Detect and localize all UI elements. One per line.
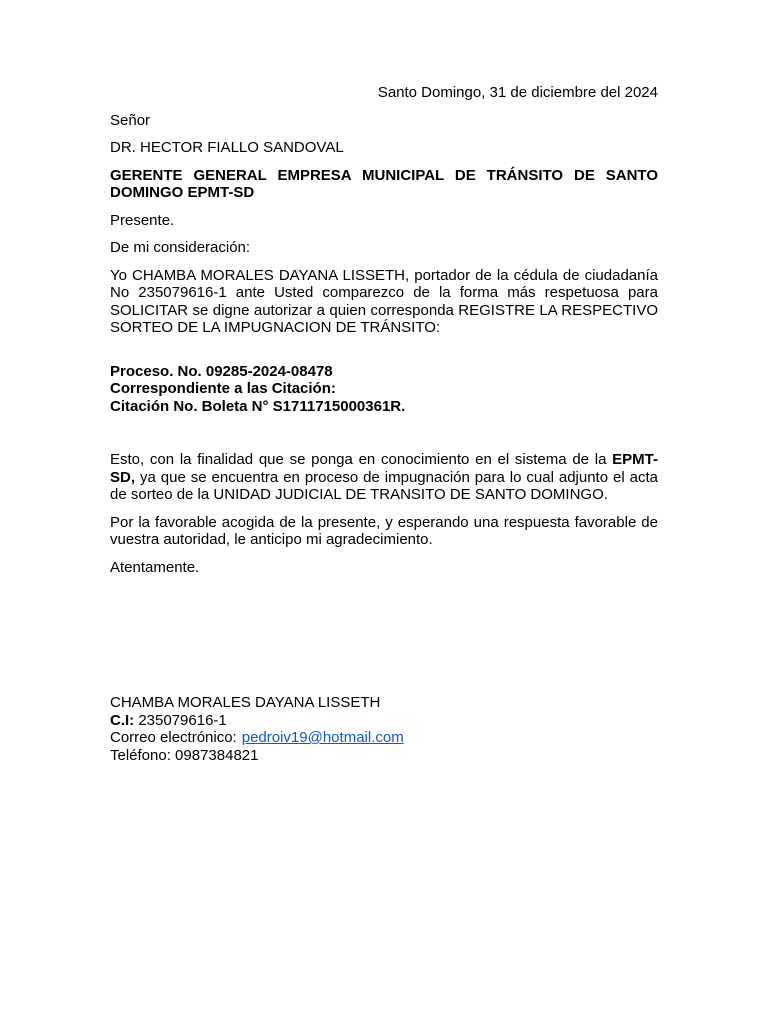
email-link[interactable]: pedroiv19@hotmail.com (241, 729, 404, 746)
letter-date: Santo Domingo, 31 de diciembre del 2024 (377, 84, 658, 101)
body-paragraph-thanks: Por la favorable acogida de la presente, y esperando una respuesta favorable de vuestra autoridad, le anticipo mi agradecimiento. (110, 513, 658, 548)
correspondiente-line: Correspondiente a las Citación: (110, 380, 336, 397)
purpose-text-epmt: EPMT-SD, (110, 451, 658, 486)
recipient-name: DR. HECTOR FIALLO SANDOVAL (110, 139, 344, 156)
email-label: Correo electrónico: (110, 729, 237, 746)
salutation: Señor (110, 111, 151, 129)
signature-ci (110, 712, 658, 730)
purpose-text-end: ya que se encuentra en proceso de impugnación para lo cual adjunto el acta de sorteo de la UNIDAD JUDICIAL DE TRANSITO DE SANTO DOMINGO. (110, 468, 658, 503)
body-paragraph-request: Yo CHAMBA MORALES DAYANA LISSETH, portador de la cédula de ciudadanía No 235079616-1 ante Usted comparezco de la forma más respetuosa para SOLICITAR se digne autorizar a quien corresponda REGISTRE LA RESPECTIVO SORTEO DE LA IMPUGNACION DE TRÁNSITO: (110, 266, 658, 336)
citacion-number: Citación No. Boleta N° S1711715000361R. (110, 397, 406, 415)
ci-label: C.I: (110, 711, 135, 729)
closing: Atentamente. (110, 558, 200, 576)
body-paragraph-purpose (110, 451, 658, 504)
purpose-text-start: Esto, con la finalidad que se ponga en conocimiento en el sistema de la (110, 451, 613, 468)
signature-phone: Teléfono: 0987384821 (110, 746, 259, 764)
ci-value: 235079616-1 (134, 711, 227, 729)
letter-page (110, 84, 658, 764)
signature-email (110, 729, 658, 747)
case-reference-block (110, 363, 658, 416)
proceso-number: Proceso. No. 09285-2024-08478 (110, 362, 333, 380)
recipient-title: GERENTE GENERAL EMPRESA MUNICIPAL DE TRÁNSITO DE SANTO DOMINGO EPMT-SD (110, 166, 658, 201)
signature-block (110, 694, 658, 764)
signature-name: CHAMBA MORALES DAYANA LISSETH (110, 694, 381, 711)
greeting: De mi consideración: (110, 239, 251, 256)
presente-line: Presente. (110, 211, 175, 229)
